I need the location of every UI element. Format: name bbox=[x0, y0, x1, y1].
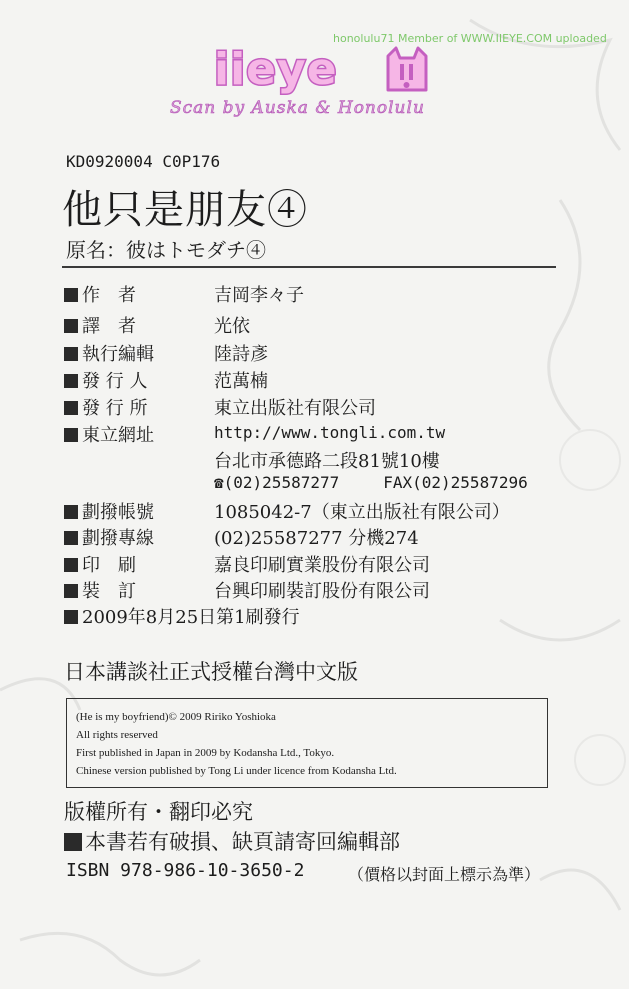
bullet-square-icon bbox=[64, 531, 78, 545]
bullet-square-icon bbox=[64, 833, 82, 851]
credit-value-publishing-house: 東立出版社有限公司 bbox=[214, 398, 376, 419]
bullet-square-icon bbox=[64, 558, 78, 572]
title-divider bbox=[62, 266, 556, 268]
bullet-square-icon bbox=[64, 347, 78, 361]
rights-notice: 版權所有・翻印必究 bbox=[64, 800, 253, 824]
copyright-box bbox=[66, 698, 548, 788]
credit-value-printer: 嘉良印刷實業股份有限公司 bbox=[214, 555, 430, 576]
cat-face-icon bbox=[384, 46, 430, 94]
book-title: 他只是朋友④ bbox=[62, 187, 308, 233]
credit-label-publisher: 發 行 人 bbox=[64, 367, 147, 393]
uploader-watermark: honolulu71 Member of WWW.IIEYE.COM uploaded bbox=[333, 32, 607, 45]
credit-value-editor: 陸詩彥 bbox=[214, 344, 268, 365]
bullet-square-icon bbox=[64, 505, 78, 519]
credit-value-postal-hotline: (02)25587277 分機274 bbox=[214, 528, 419, 549]
product-code: KD0920004 C0P176 bbox=[66, 152, 221, 171]
scanlation-credit: Scan by Auska & Honolulu bbox=[170, 98, 425, 118]
credit-value-author: 吉岡李々子 bbox=[214, 285, 304, 306]
credit-label-translator: 譯 者 bbox=[64, 312, 136, 338]
bullet-square-icon bbox=[64, 610, 78, 624]
bullet-square-icon bbox=[64, 319, 78, 333]
price-note: （價格以封面上標示為準） bbox=[348, 865, 541, 884]
credit-label-author: 作 者 bbox=[64, 281, 136, 307]
credit-label-printer: 印 刷 bbox=[64, 551, 136, 577]
release-date: 2009年8月25日第1刷發行 bbox=[64, 603, 300, 629]
credit-value-translator: 光依 bbox=[214, 316, 250, 337]
credit-value-website[interactable]: http://www.tongli.com.tw bbox=[214, 423, 446, 442]
credit-value-publisher: 范萬楠 bbox=[214, 371, 268, 392]
credit-label-publishing-house: 發 行 所 bbox=[64, 394, 147, 420]
bullet-square-icon bbox=[64, 584, 78, 598]
bullet-square-icon bbox=[64, 288, 78, 302]
phone-line: ☎(02)25587277 FAX(02)25587296 bbox=[214, 473, 528, 492]
credit-label-binding: 裝 訂 bbox=[64, 577, 136, 603]
license-statement: 日本講談社正式授權台灣中文版 bbox=[64, 660, 358, 684]
credit-label-postal-account: 劃撥帳號 bbox=[64, 498, 154, 524]
isbn: ISBN 978-986-10-3650-2 bbox=[66, 860, 305, 881]
telephone-icon: ☎ bbox=[214, 473, 224, 492]
credit-value-binding: 台興印刷裝訂股份有限公司 bbox=[214, 581, 430, 602]
copyright-line: First published in Japan in 2009 by Kodansha Ltd., Tokyo. bbox=[76, 747, 335, 759]
original-title: 原名：彼はトモダチ④ bbox=[66, 238, 266, 262]
copyright-line: Chinese version published by Tong Li under licence from Kodansha Ltd. bbox=[76, 765, 397, 777]
copyright-line: All rights reserved bbox=[76, 729, 158, 741]
bullet-square-icon bbox=[64, 374, 78, 388]
credit-value-postal-account: 1085042-7（東立出版社有限公司） bbox=[214, 502, 510, 523]
credit-label-website: 東立網址 bbox=[64, 421, 154, 447]
bullet-square-icon bbox=[64, 428, 78, 442]
bullet-square-icon bbox=[64, 401, 78, 415]
scanlation-logo: iieye bbox=[214, 44, 338, 95]
damage-notice: 本書若有破損、缺頁請寄回編輯部 bbox=[64, 826, 400, 856]
credit-label-postal-hotline: 劃撥專線 bbox=[64, 524, 154, 550]
credit-label-editor: 執行編輯 bbox=[64, 340, 154, 366]
publisher-address: 台北市承德路二段81號10樓 bbox=[214, 451, 440, 472]
copyright-line: (He is my boyfriend)© 2009 Ririko Yoshioka bbox=[76, 711, 276, 723]
